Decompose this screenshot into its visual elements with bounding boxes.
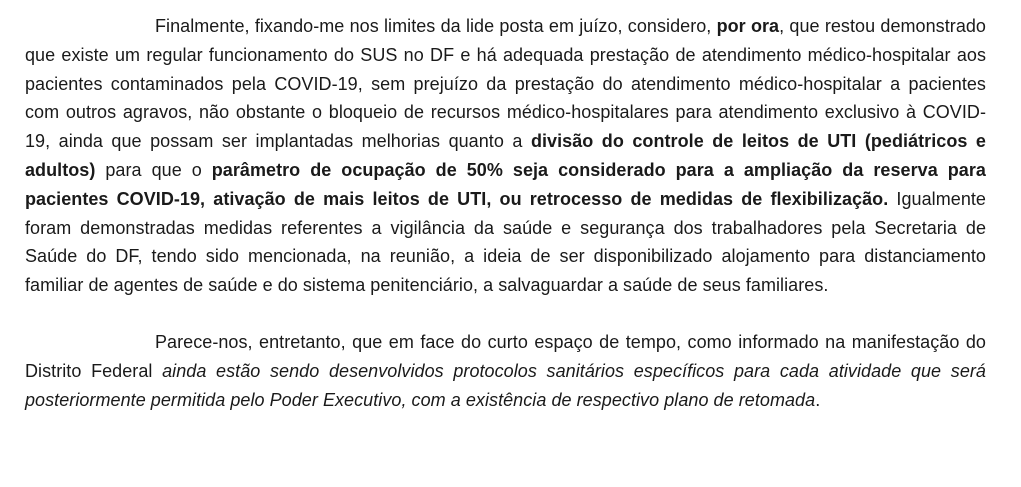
paragraph-1-bold-por-ora: por ora: [716, 16, 780, 36]
paragraph-2-text-2: .: [815, 389, 821, 410]
paragraph-2-italic-quote: ainda estão sendo desenvolvidos protocolos sanitários específicos para cada atividade que será posteriormente permitida pelo Poder Executivo, com a existência de respectivo plano de retomada: [25, 360, 986, 410]
paragraph-2-text-1: Parece-nos, entretanto, que em face do curto espaço de tempo, como informado na manifestação do Distrito Federal: [25, 331, 986, 381]
paragraph-1-text-2: , que restou demonstrado que existe um regular funcionamento do SUS no DF e há adequada prestação de atendimento médico-hospitalar aos pacientes contaminados pela COVID-19, sem prejuízo da prestação do atendimento médico-hospitalar a pacientes com outros agravos, não obstante o bloqueio de recursos médico-hospitalares para atendimento exclusivo à COVID-19, ainda que possam ser implantadas melhorias quanto a: [25, 16, 986, 152]
paragraph-1-text-1: Finalmente, fixando-me nos limites da lide posta em juízo, considero,: [155, 16, 717, 36]
paragraph-1-bold-parametro-ocupacao: parâmetro de ocupação de 50% seja considerado para a ampliação da reserva para pacientes COVID-19, ativação de mais leitos de UTI, ou retrocesso de medidas de flexibilização.: [25, 159, 986, 209]
paragraph-1-text-3: para que o: [95, 159, 212, 180]
paragraph-1-text-4: Igualmente foram demonstradas medidas referentes a vigilância da saúde e segurança dos trabalhadores pela Secretaria de Saúde do DF, tendo sido mencionada, na reunião, a ideia de ser disponibilizado alojamento para distanciamento familiar de agentes de saúde e do sistema penitenciário, a salvaguardar a saúde de seus familiares.: [25, 188, 986, 296]
paragraph-1: [25, 12, 986, 300]
paragraph-2: [25, 328, 986, 414]
paragraph-1-bold-divisao-leitos: divisão do controle de leitos de UTI (pediátricos e adultos): [25, 131, 986, 180]
